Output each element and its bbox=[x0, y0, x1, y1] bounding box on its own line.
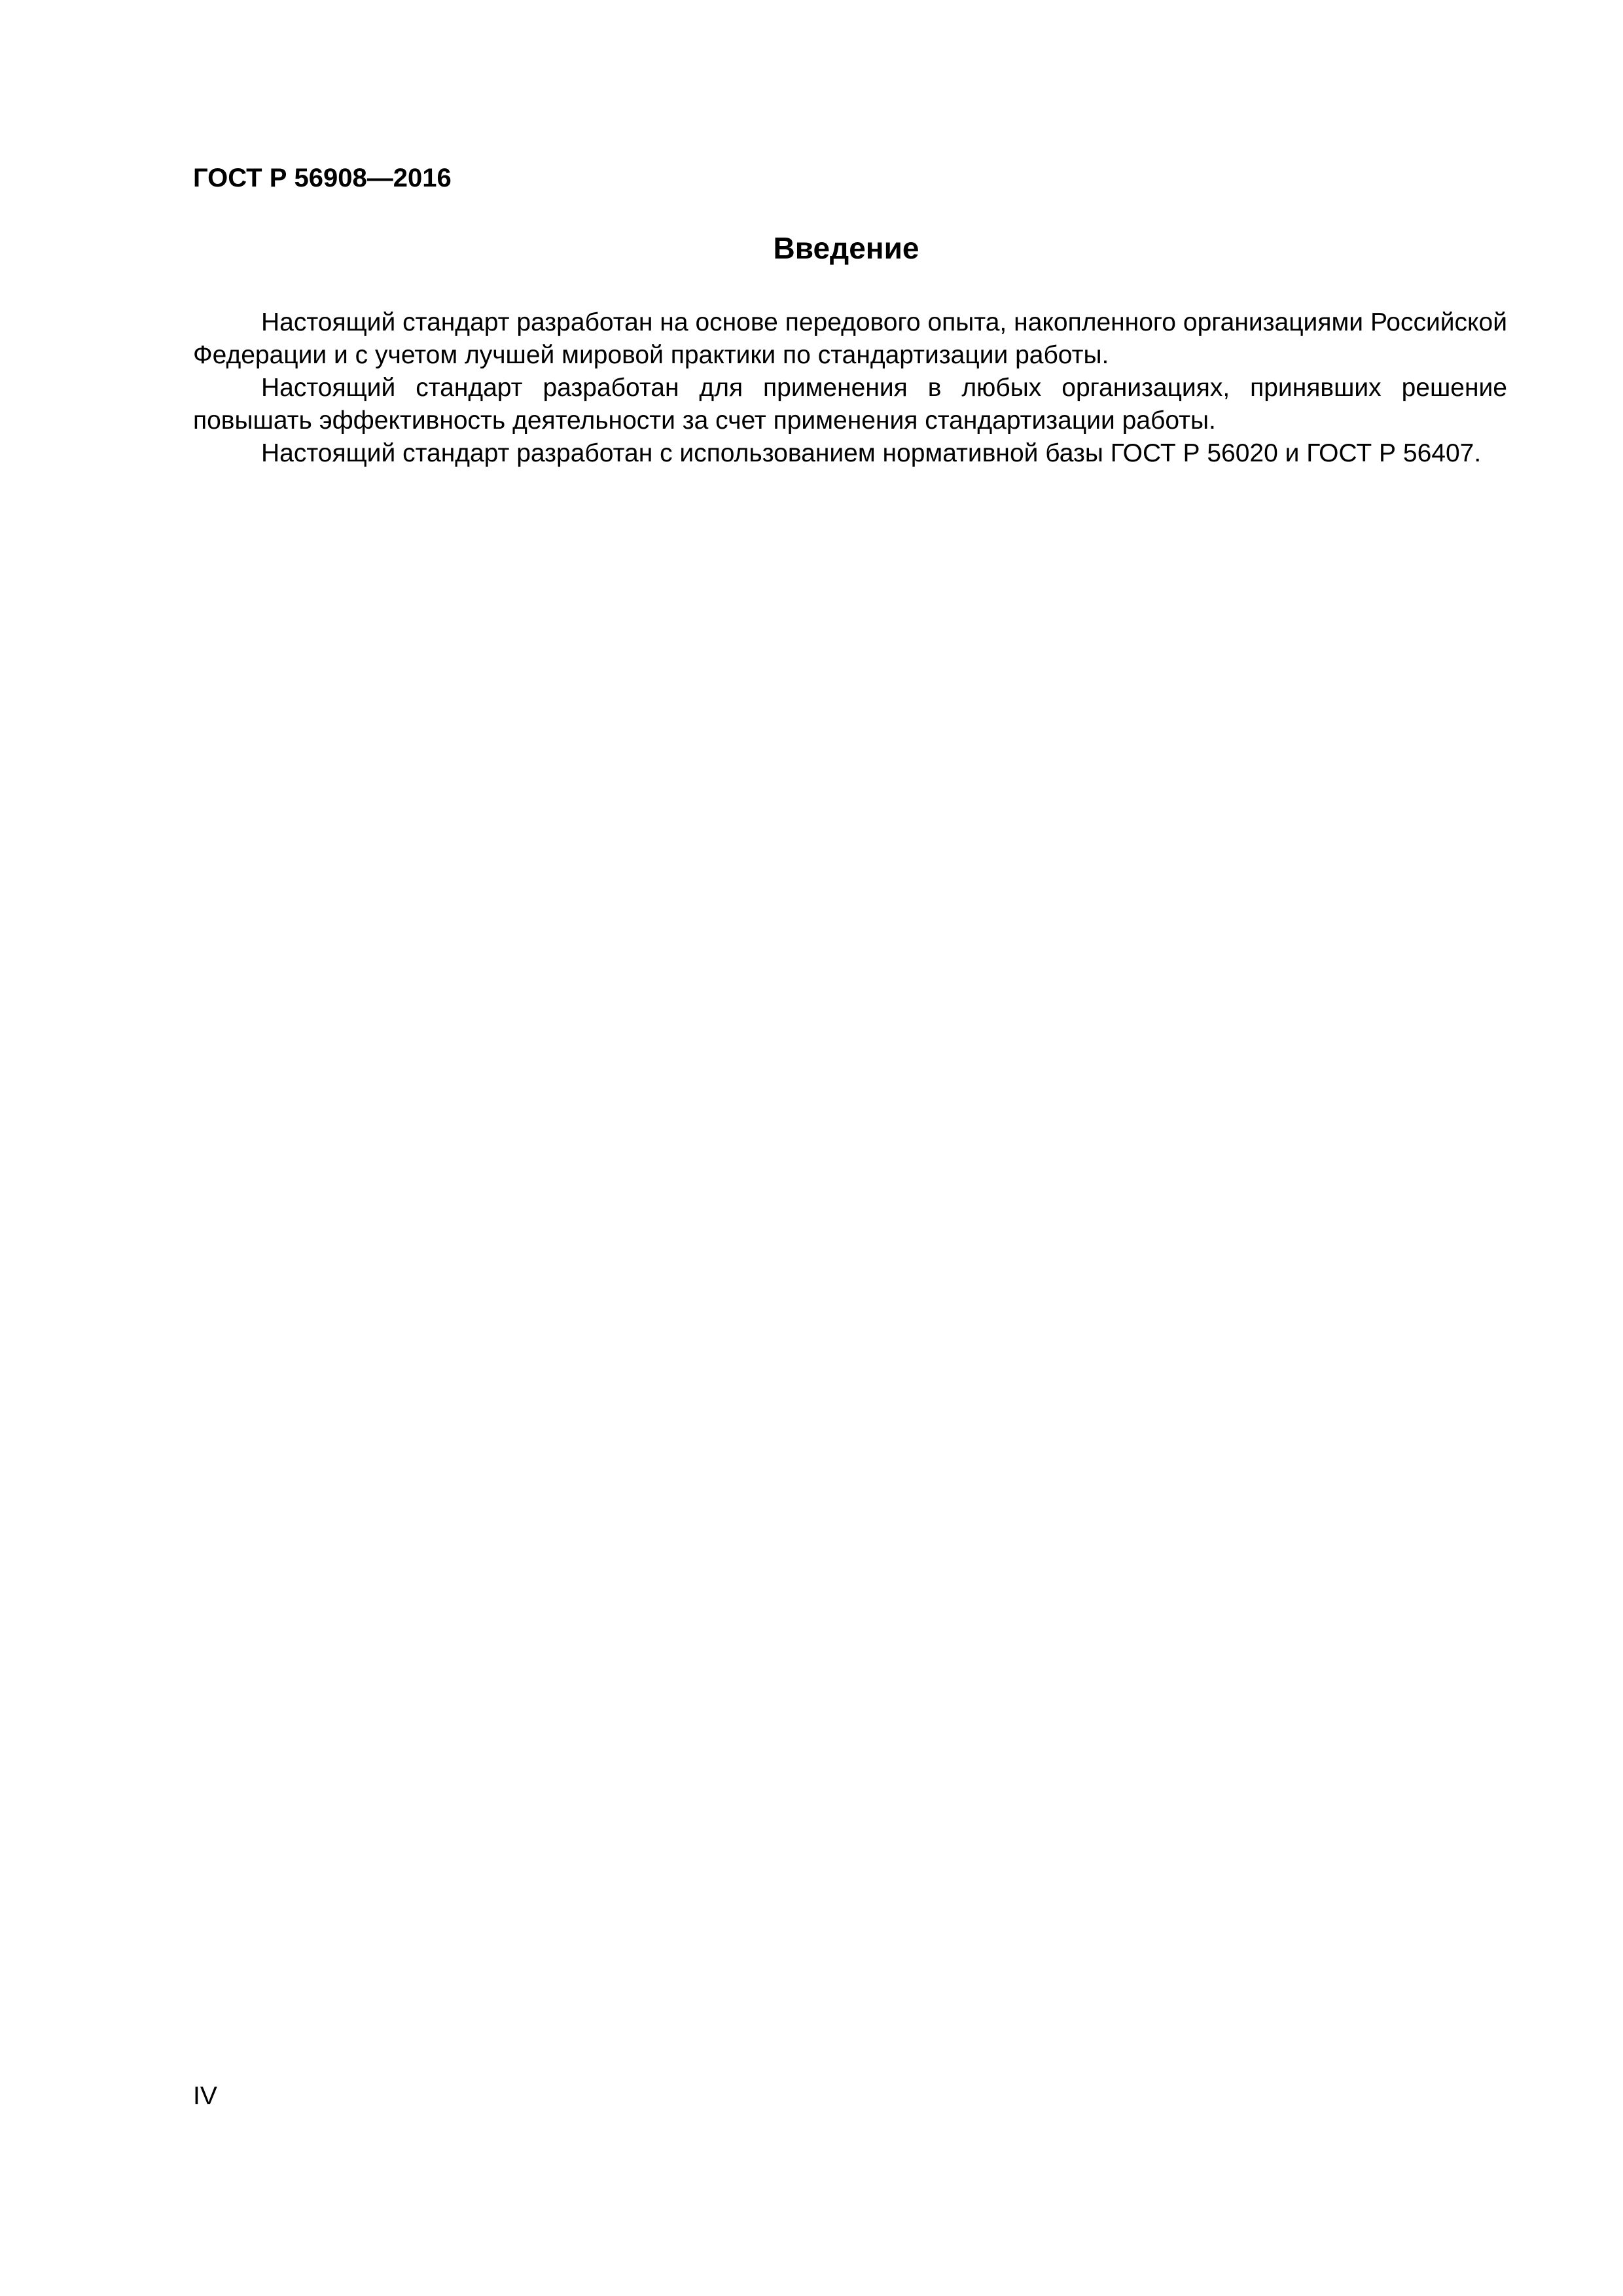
section-title: Введение bbox=[773, 231, 919, 265]
paragraph-application: Настоящий стандарт разработан для применения в любых организациях, принявших решение повышать эффективность деятельности за счет применения стандартизации работы. bbox=[193, 374, 1507, 435]
introduction-body bbox=[193, 306, 1507, 470]
document-code-header: ГОСТ Р 56908—2016 bbox=[193, 164, 452, 192]
page-number: IV bbox=[193, 2082, 217, 2110]
paragraph-basis: Настоящий стандарт разработан на основе передового опыта, накопленного организациями Российской Федерации и с учетом лучшей мировой практики по стандартизации работы. bbox=[193, 308, 1507, 369]
paragraph-normative-base: Настоящий стандарт разработан с использованием нормативной базы ГОСТ Р 56020 и ГОСТ Р 56407. bbox=[261, 439, 1482, 467]
